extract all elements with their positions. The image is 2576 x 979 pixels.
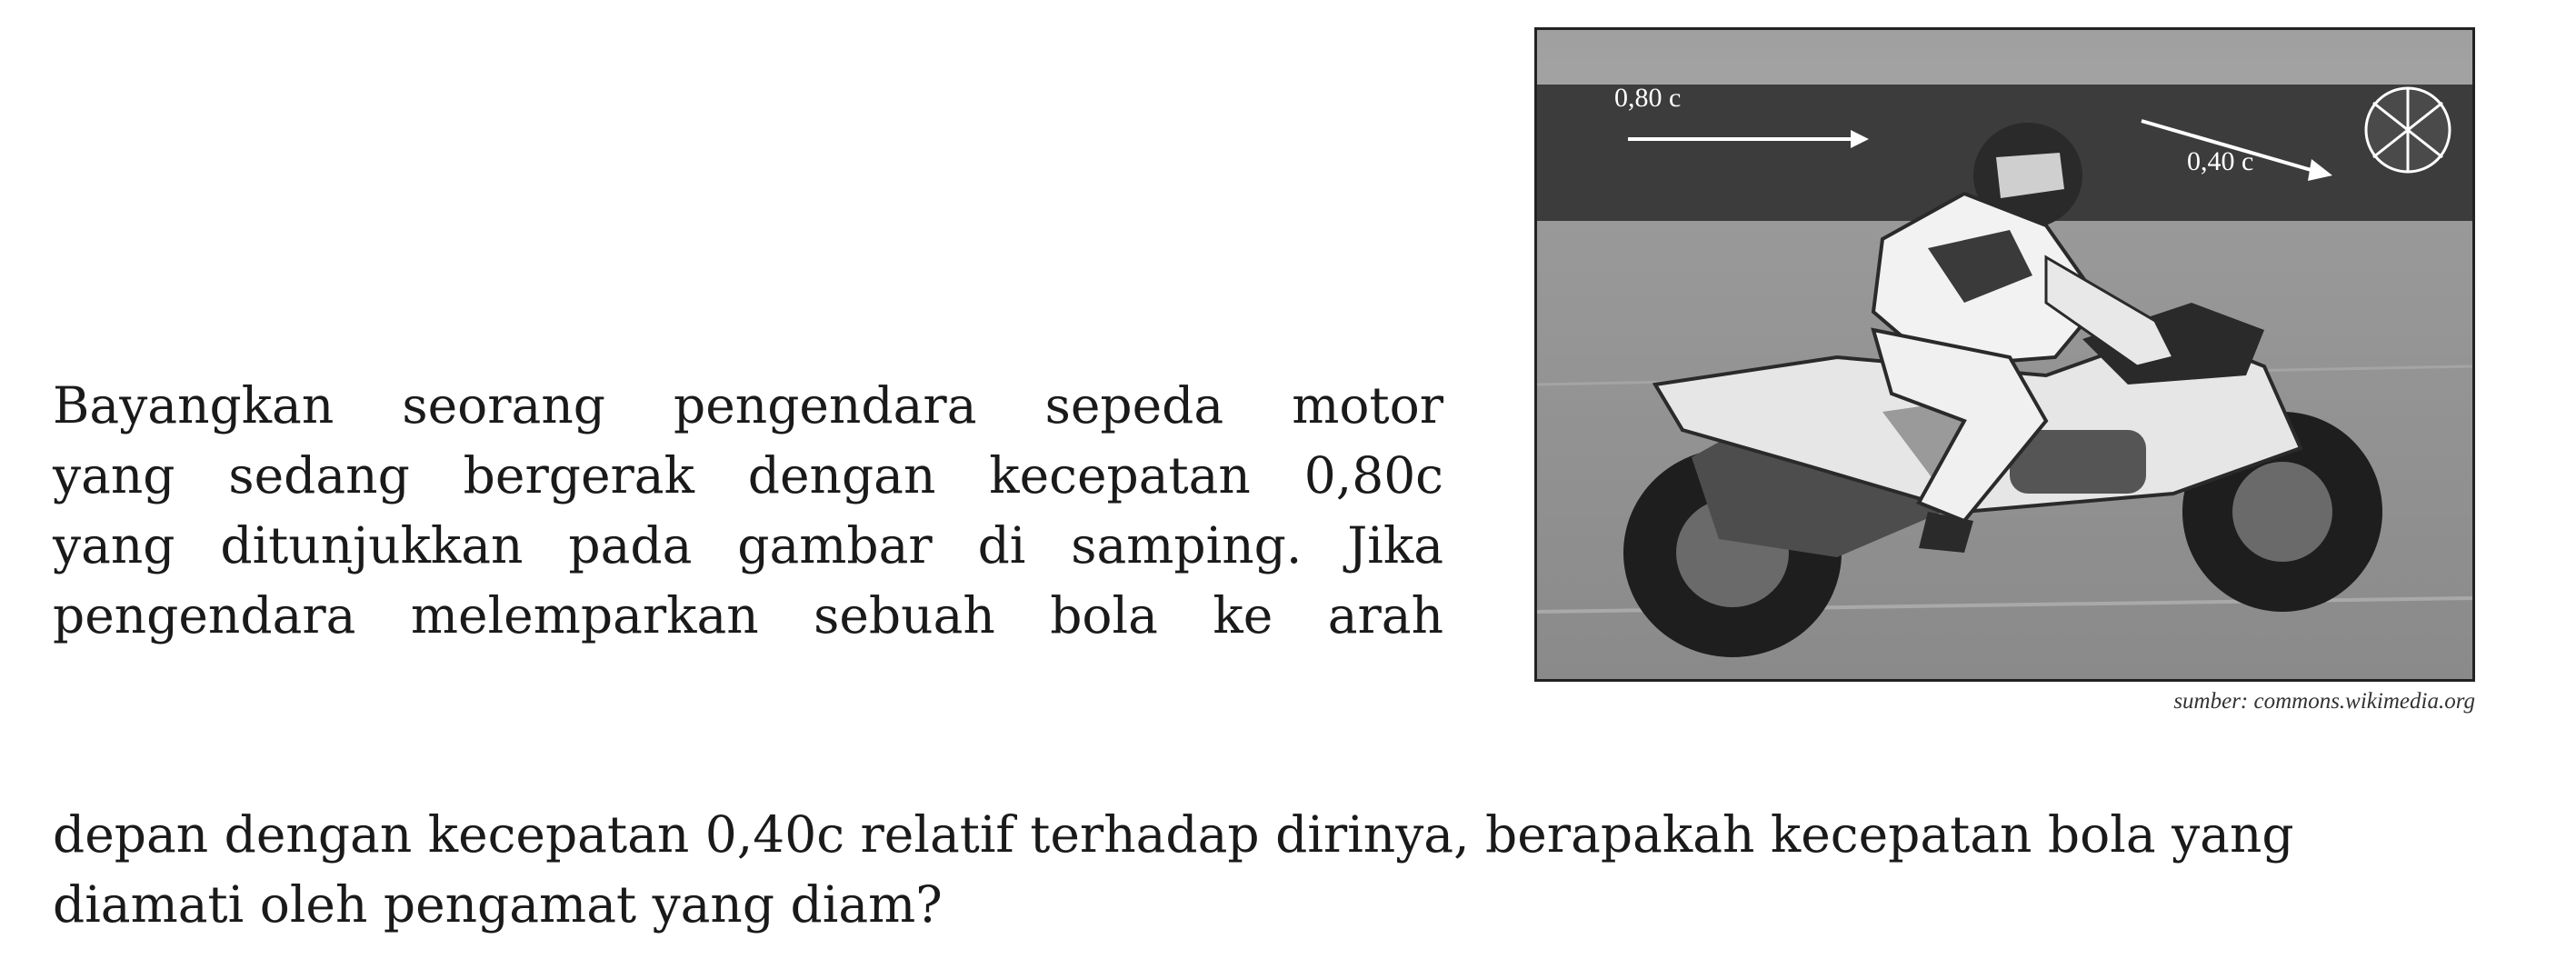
text-line: yang sedang bergerak dengan kecepatan 0,80c xyxy=(53,446,1443,504)
image-source-caption: sumber: commons.wikimedia.org xyxy=(2173,689,2475,714)
text-line: Bayangkan seorang pengendara sepeda motor xyxy=(53,376,1443,435)
text-line: depan dengan kecepatan 0,40c relatif terhadap dirinya, berapakah kecepatan bola yang xyxy=(53,805,2294,864)
paragraph-question xyxy=(53,800,2543,940)
text-line: pengendara melemparkan sebuah bola ke arah xyxy=(53,586,1443,644)
motorcycle-figure xyxy=(1534,27,2475,682)
ball-icon xyxy=(2366,88,2450,172)
motor-speed-label: 0,80 c xyxy=(1614,83,1682,113)
text-line: diamati oleh pengamat yang diam? xyxy=(53,875,943,934)
sky-band xyxy=(1537,30,2472,85)
ball-speed-label: 0,40 c xyxy=(2187,146,2254,176)
text-line: yang ditunjukkan pada gambar di samping. Jika xyxy=(53,516,1443,574)
paragraph-intro xyxy=(53,371,1443,651)
motorcycle-illustration xyxy=(1537,30,2472,679)
